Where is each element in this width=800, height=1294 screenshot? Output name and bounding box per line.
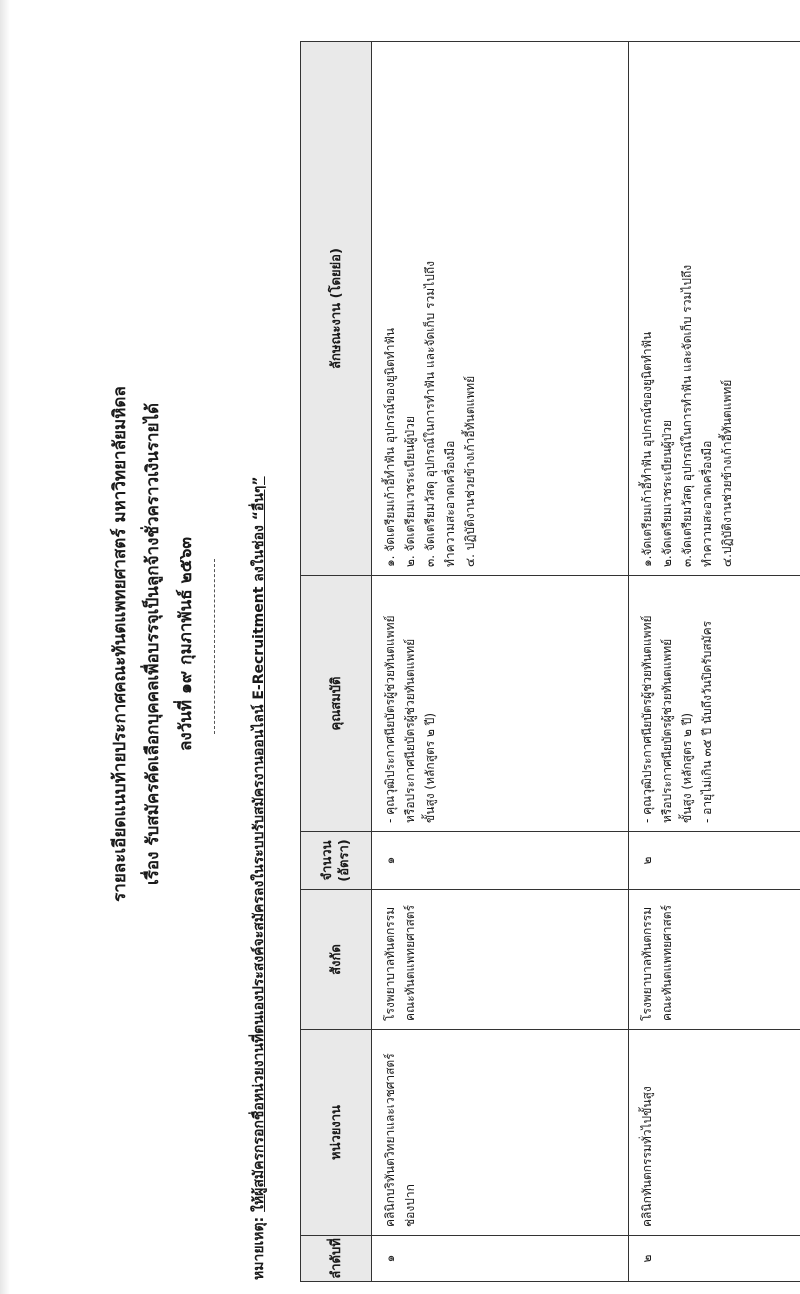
duty-line: ๒.จัดเตรียมเวชระเบียนผู้ป่วย: [660, 419, 674, 567]
cell-affiliation: โรงพยาบาลทันตกรรม คณะทันตแพทยศาสตร์: [629, 890, 800, 1030]
header-unit: หน่วยงาน: [301, 1030, 372, 1236]
header-qualifications: คุณสมบัติ: [301, 576, 372, 832]
positions-table: [300, 41, 800, 1282]
cell-quantity: ๒: [629, 832, 800, 890]
duty-line: ๔. ปฏิบัติงานช่วยข้างเก้าอี้ทันตแพทย์: [463, 375, 477, 567]
cell-no: ๒: [629, 1236, 800, 1282]
document-title: [104, 294, 203, 994]
remark-text: ให้ผู้สมัครกรอกชื่อหน่วยงานที่ตนเองประสงค์จะสมัครลงในระบบรับสมัครงานออนไลน์ E-Recruitment ลงในช่อง “อื่นๆ”: [251, 476, 267, 1212]
cell-unit: คลินิกทันตกรรมทั่วไปขั้นสูง: [629, 1030, 800, 1236]
duty-line: ๓.จัดเตรียมวัสดุ อุปกรณ์ในการทำฟัน และจัดเก็บ รวมไปถึง: [680, 264, 694, 567]
table-row: [629, 42, 800, 1282]
remark-prefix: หมายเหตุ:: [251, 1216, 267, 1280]
duty-line: ทำความสะอาดเครื่องมือ: [443, 440, 457, 567]
cell-unit: คลินิกบริทันตวิทยาและเวชศาสตร์ช่องปาก: [372, 1030, 629, 1236]
qualification-line: - คุณวุฒิประกาศนียบัตรผู้ช่วยทันตแพทย์: [640, 615, 654, 823]
duty-line: ๑.จัดเตรียมเก้าอี้ทำฟัน อุปกรณ์ของยูนิตทำฟัน: [640, 331, 654, 567]
qualification-line: หรือประกาศนียบัตรผู้ช่วยทันตแพทย์: [403, 638, 417, 823]
header-no: ลำดับที่: [301, 1236, 372, 1282]
qualification-line: หรือประกาศนียบัตรผู้ช่วยทันตแพทย์: [660, 638, 674, 823]
duty-line: ๑. จัดเตรียมเก้าอี้ทำฟัน อุปกรณ์ของยูนิตทำฟัน: [383, 327, 397, 567]
qualification-line: ขั้นสูง (หลักสูตร ๒ ปี): [680, 712, 694, 823]
title-line-1: รายละเอียดแนบท้ายประกาศคณะทันตแพทยศาสตร์ มหาวิทยาลัยมหิดล: [110, 386, 130, 902]
qualification-line: ขั้นสูง (หลักสูตร ๒ ปี): [423, 712, 437, 823]
duty-line: ๓. จัดเตรียมวัสดุ อุปกรณ์ในการทำฟัน และจัดเก็บ รวมไปถึง: [423, 261, 437, 567]
cell-duties: [629, 42, 800, 576]
remark: [248, 476, 270, 1280]
cell-duties: [372, 42, 629, 576]
header-duties: ลักษณะงาน (โดยย่อ): [301, 42, 372, 576]
qualification-line: - อายุไม่เกิน ๓๕ ปี นับถึงวันปิดรับสมัคร: [700, 620, 714, 823]
title-separator: [214, 559, 215, 734]
title-line-2: เรื่อง รับสมัครคัดเลือกบุคคลเพื่อบรรจุเป็นลูกจ้างชั่วคราวเงินรายได้: [143, 402, 163, 886]
header-affiliation: สังกัด: [301, 890, 372, 1030]
cell-no: ๑: [372, 1236, 629, 1282]
cell-qualifications: [629, 576, 800, 832]
duty-line: ๔.ปฏิบัติงานช่วยข้างเก้าอี้ทันตแพทย์: [720, 379, 734, 567]
header-quantity: จำนวน (อัตรา): [301, 832, 372, 890]
qualification-line: - คุณวุฒิประกาศนียบัตรผู้ช่วยทันตแพทย์: [383, 615, 397, 823]
cell-qualifications: [372, 576, 629, 832]
duty-line: ๒. จัดเตรียมเวชระเบียนผู้ป่วย: [403, 416, 417, 567]
title-line-3: ลงวันที่ ๑๙ กุมภาพันธ์ ๒๕๖๓: [176, 536, 196, 752]
cell-quantity: ๑: [372, 832, 629, 890]
table-row: [372, 42, 629, 1282]
cell-affiliation: โรงพยาบาลทันตกรรม คณะทันตแพทยศาสตร์: [372, 890, 629, 1030]
table-header-row: [301, 42, 372, 1282]
duty-line: ทำความสะอาดเครื่องมือ: [700, 440, 714, 567]
